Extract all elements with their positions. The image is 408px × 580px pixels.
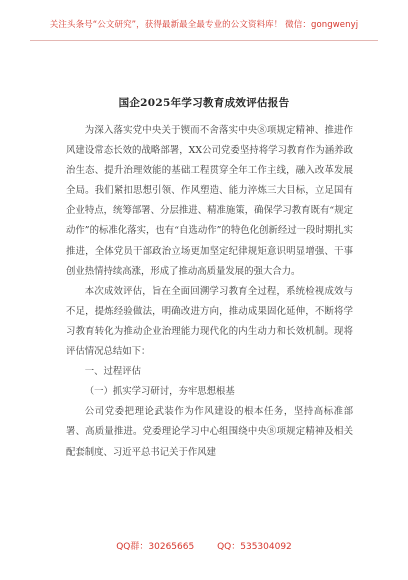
footer-contact	[0, 539, 408, 552]
document-body	[66, 121, 353, 463]
header-notice: 关注头条号“公文研究”，获得最新最全最专业的公文资料库！ 微信：gongwenyj	[49, 20, 359, 30]
header-divider	[30, 40, 378, 41]
document-title: 国企2025年学习教育成效评估报告	[118, 97, 290, 109]
body-paragraph: 公司党委把理论武装作为作风建设的根本任务，坚持高标准部署、高质量推进。党委理论学习中心组围绕中央⑧项规定精神及相关配套制度、习近平总书记关于作风建	[66, 406, 353, 458]
body-paragraph: 本次成效评估，旨在全面回溯学习教育全过程，系统检视成效与不足，提炼经验做法，明确改进方向，推动成果固化延伸，不断将学习教育转化为推动企业治理能力现代化的内生动力和长效机制。现将评估情况总结如下：	[66, 285, 353, 358]
subsection-heading: （一）抓实学习研讨，夯牢思想根基	[84, 386, 235, 398]
body-paragraph: 为深入落实党中央关于锲而不舍落实中央⑧项规定精神、推进作风建设常态长效的战略部署，XX公司党委坚持将学习教育作为涵养政治生态、提升治理效能的基础工程贯穿全年工作主线，融入改革发展全局。我们紧扣思想引领、作风塑造、能力淬炼三大目标，立足国有企业特点，统筹部署、分层推进、精准施策，确保学习教育既有“规定动作”的标准化落实，也有“自选动作”的特色化创新经过一段时期扎实推进，全体党员干部政治立场更加坚定纪律规矩意识明显增强、干事创业热情持续高涨，形成了推动高质量发展的强大合力。	[66, 125, 353, 277]
section-heading: 一、过程评估	[84, 366, 142, 378]
footer-qq: QQ：535304092	[217, 542, 292, 552]
footer-qq-group: QQ群：30265665	[116, 542, 195, 552]
